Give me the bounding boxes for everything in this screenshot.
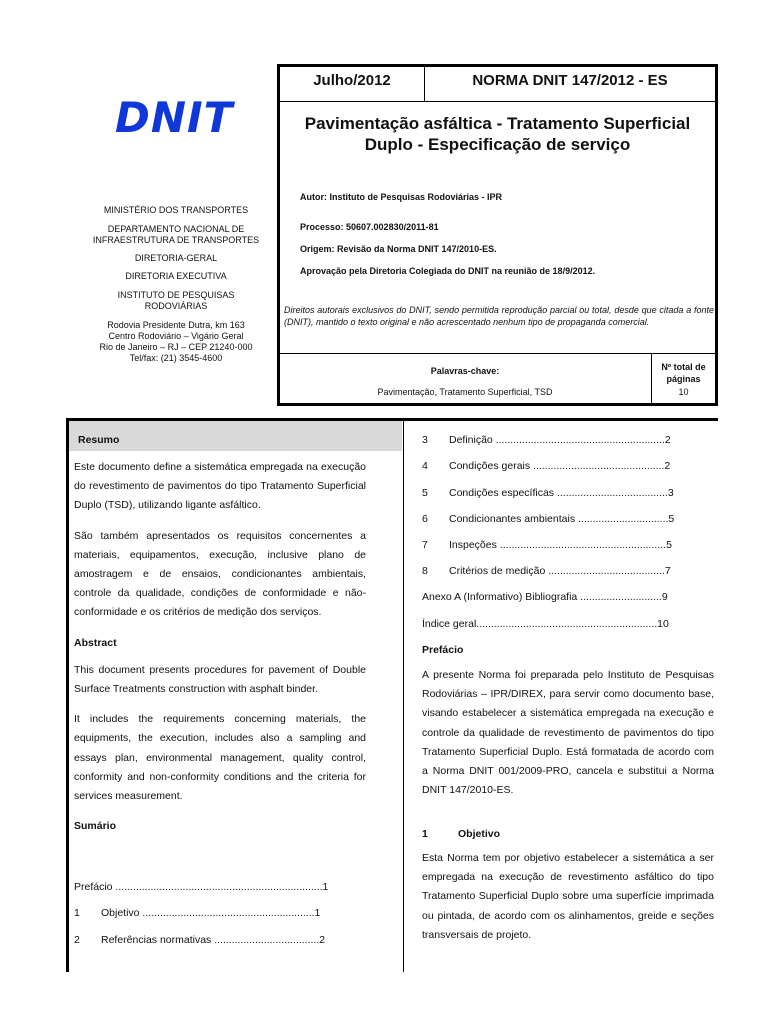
toc-entry-number: 8 (422, 565, 428, 577)
resumo-paragraph-2: São também apresentados os requisitos concernentes a materiais, equipamentos, execução, inclusive plano de amostragem e de ensaios, condicionantes ambientais, controle da qualidade, condições de conformidade e não-conformidade e os critérios de medição dos serviços. (74, 529, 366, 619)
department-line-2: INFRAESTRUTURA DE TRANSPORTES (92, 235, 260, 245)
objetivo-title: Objetivo (458, 828, 501, 840)
address-line-3: Rio de Janeiro – RJ – CEP 21240-000 (99, 342, 253, 352)
toc-entry[interactable] (422, 565, 671, 577)
title-line-2: Duplo - Especificação de serviço (364, 135, 631, 154)
body-border-left (66, 418, 69, 972)
toc-entry-number: 2 (74, 934, 80, 946)
department-line-1: DEPARTAMENTO NACIONAL DE (107, 224, 245, 234)
toc-entry[interactable] (422, 460, 670, 472)
toc-entry-number: 7 (422, 539, 428, 551)
dnit-logo: DNIT (115, 93, 234, 142)
objetivo-number: 1 (422, 828, 428, 840)
column-divider (403, 421, 404, 972)
title-line-1: Pavimentação asfáltica - Tratamento Superficial (304, 114, 691, 133)
toc-entry-number: 3 (422, 434, 428, 446)
toc-entry-text: Condicionantes ambientais ...............................5 (449, 513, 675, 525)
toc-entry-text: Definição ..........................................................2 (449, 434, 671, 446)
executive-directorate: DIRETORIA EXECUTIVA (125, 271, 227, 281)
approval: Aprovação pela Diretoria Colegiada do DNIT na reunião de 18/9/2012. (300, 266, 596, 276)
keywords-label: Palavras-chave: (430, 366, 500, 376)
toc-entry[interactable] (422, 513, 674, 525)
header-border-top (277, 64, 718, 67)
toc-entry[interactable] (422, 487, 674, 499)
toc-entry[interactable] (74, 907, 320, 919)
toc-entry-number: 4 (422, 460, 428, 472)
toc-indice[interactable]: Índice geral..............................................................10 (422, 618, 669, 630)
pages-label (652, 361, 715, 385)
norma-number: NORMA DNIT 147/2012 - ES (472, 72, 668, 89)
toc-entry-text: Objetivo ...........................................................1 (101, 907, 321, 919)
abstract-heading: Abstract (74, 636, 117, 649)
toc-entry-text: Inspeções .........................................................5 (449, 539, 672, 551)
pages-count: 10 (678, 387, 689, 397)
address-line-2: Centro Rodoviário – Vigário Geral (108, 331, 244, 341)
toc-entry-text: Referências normativas ....................................2 (101, 934, 326, 946)
toc-entry-text: Critérios de medição ........................................7 (449, 565, 671, 577)
ministry-name: MINISTÉRIO DOS TRANSPORTES (103, 205, 249, 215)
body-border-top (66, 418, 718, 421)
objetivo-paragraph: Esta Norma tem por objetivo estabelecer a sistemática a ser empregada na execução de revestimento asfáltico do tipo Tratamento Superficial Duplo sobre uma superfície imprimada ou pintada, de acordo com os alinhamentos, greide e seções transversais de projeto. (422, 852, 714, 941)
document-title (280, 113, 715, 155)
copyright-notice: Direitos autorais exclusivos do DNIT, sendo permitida reprodução parcial ou total, desde que citada a fonte (DNIT), mantido o texto original e não acrescentado nenhum tipo de propaganda comercial. (284, 305, 714, 327)
origin: Origem: Revisão da Norma DNIT 147/2010-ES. (300, 244, 497, 254)
resumo-heading: Resumo (78, 434, 120, 446)
pages-label-line-1: Nº total de (661, 362, 706, 372)
sumario-heading: Sumário (74, 820, 117, 833)
institute-line-2: RODOVIÁRIAS (144, 301, 208, 311)
toc-entry-number: 1 (74, 907, 80, 919)
toc-entry[interactable] (422, 539, 672, 551)
toc-entry-text: Condições específicas ......................................3 (449, 487, 674, 499)
abstract-paragraph-1: This document presents procedures for pavement of Double Surface Treatments construction with asphalt binder. (74, 663, 366, 696)
toc-entry[interactable] (422, 434, 671, 446)
header-divider (277, 101, 718, 102)
prefacio-paragraph: A presente Norma foi preparada pelo Instituto de Pesquisas Rodoviárias – IPR/DIREX, para servir como documento base, visando estabelecer a sistemática empregada na execução e controle da qualidade de revestimento de pavimentos do tipo Tratamento Superficial Duplo. Está formatada de acordo com a Norma DNIT 001/2009-PRO, cancela e substitui a Norma DNIT 147/2010-ES. (422, 669, 714, 797)
process-number: Processo: 50607.002830/2011-81 (300, 222, 439, 232)
resumo-paragraph-1: Este documento define a sistemática empregada na execução do revestimento de pavimentos do tipo Tratamento Superficial Duplo (TSD), utilizando ligante asfáltico. (74, 461, 366, 512)
header-border-right (715, 64, 718, 406)
left-column (74, 458, 366, 842)
toc-anexo[interactable]: Anexo A (Informativo) Bibliografia ............................9 (422, 591, 668, 603)
document-date: Julho/2012 (313, 72, 391, 89)
prefacio-heading: Prefácio (422, 644, 464, 656)
toc-entry[interactable] (74, 934, 325, 946)
directorate-general: DIRETORIA-GERAL (134, 253, 218, 263)
toc-entry-number: 5 (422, 487, 428, 499)
toc-entry-text: Prefácio .......................................................................1 (74, 881, 329, 893)
keywords-value: Pavimentação, Tratamento Superficial, TSD (377, 387, 553, 397)
author: Autor: Instituto de Pesquisas Rodoviárias - IPR (300, 192, 503, 202)
toc-entry[interactable] (74, 881, 328, 893)
objetivo-heading (422, 828, 500, 840)
toc-entry-text: Condições gerais .............................................2 (449, 460, 671, 472)
pages-label-line-2: páginas (666, 374, 701, 384)
abstract-paragraph-2: It includes the requirements concerning materials, the equipments, the execution, includes also a sampling and essays plan, environmental management, quality control, conformity and non-conformity conditions and the criteria for services measurement. (74, 713, 366, 803)
institute-line-1: INSTITUTO DE PESQUISAS (117, 290, 235, 300)
phone: Tel/fax: (21) 3545-4600 (129, 353, 223, 363)
address-line-1: Rodovia Presidente Dutra, km 163 (107, 320, 245, 330)
toc-entry-number: 6 (422, 513, 428, 525)
